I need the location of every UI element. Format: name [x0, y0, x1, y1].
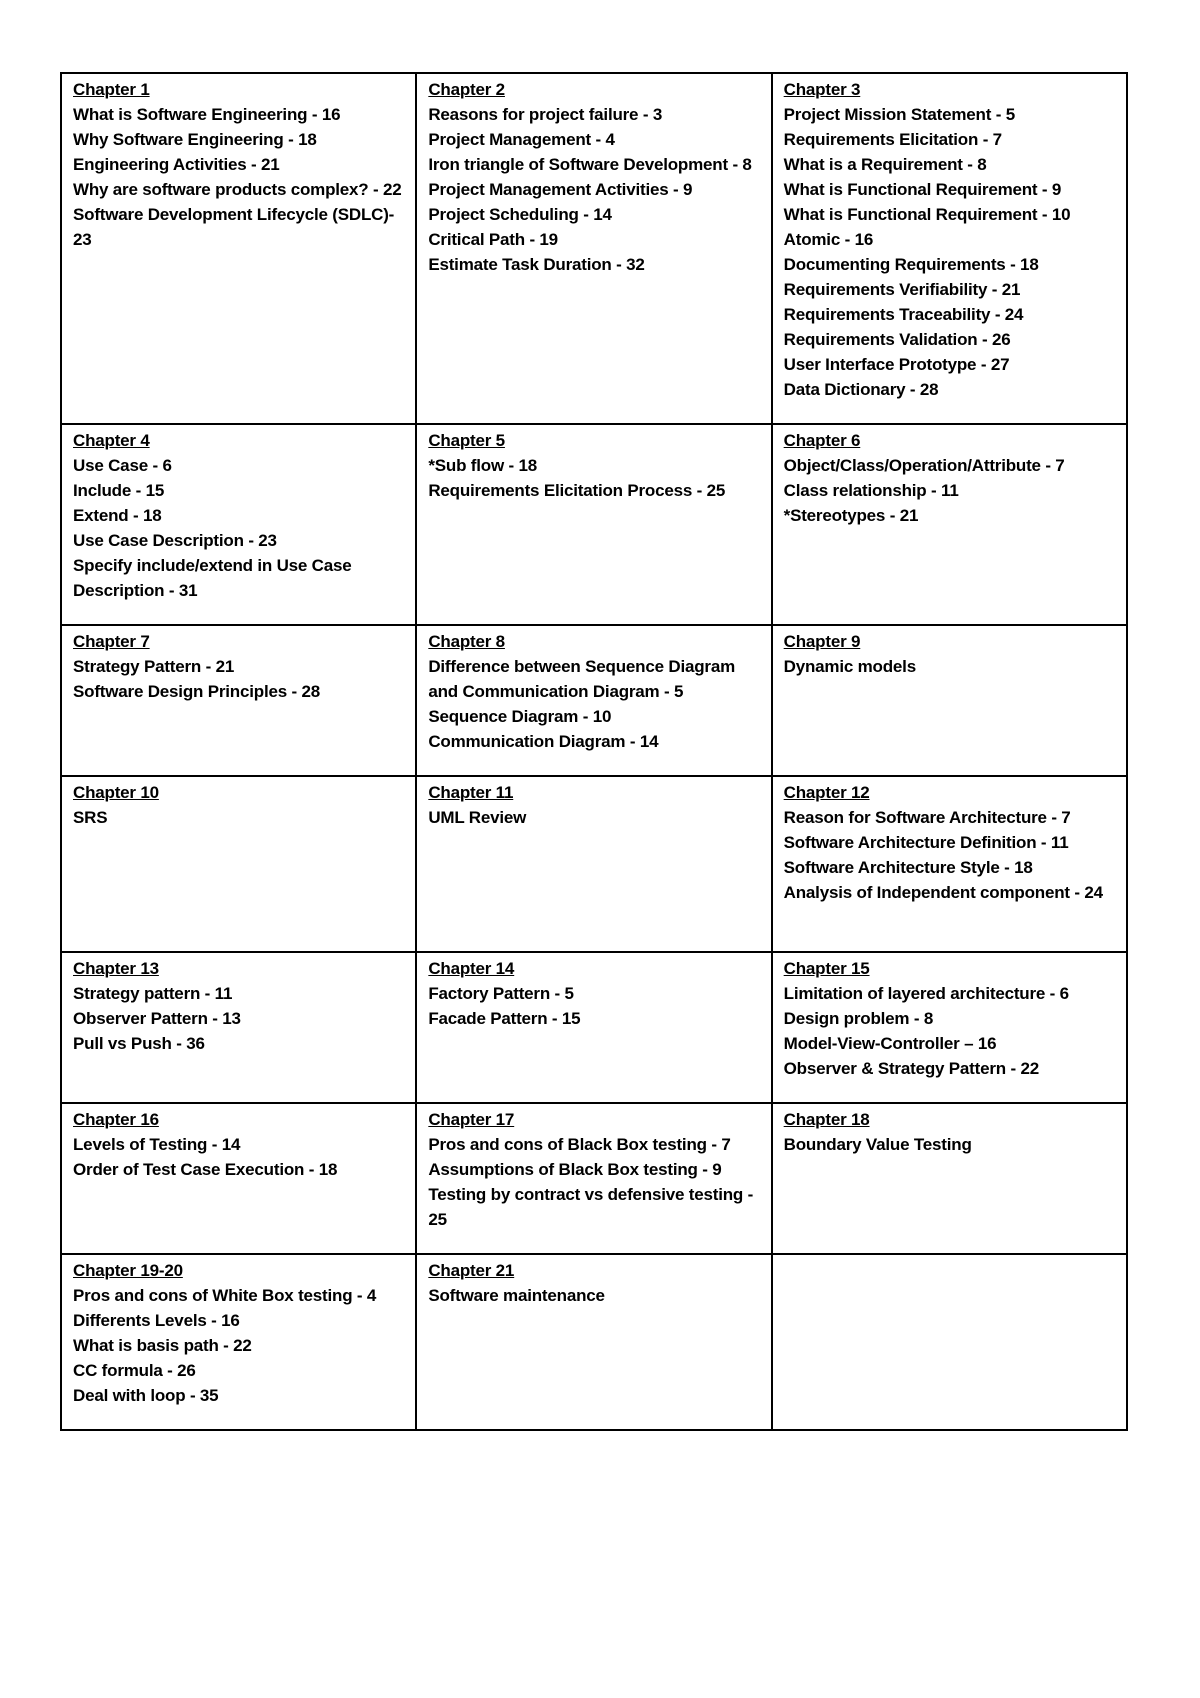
chapter-cell	[61, 424, 416, 625]
chapter-title: Chapter 16	[73, 1110, 159, 1129]
topic-entry: Sequence Diagram - 10	[428, 707, 612, 726]
chapter-cell	[61, 776, 416, 952]
topic-entry: Requirements Validation - 26	[783, 330, 1011, 349]
chapter-cell	[61, 952, 416, 1103]
chapter-cell	[416, 73, 771, 424]
topic-entry: *Sub flow - 18	[428, 456, 537, 475]
table-row	[61, 1254, 1127, 1430]
topic-entry: Engineering Activities - 21	[73, 155, 280, 174]
chapter-title: Chapter 12	[783, 783, 870, 802]
chapter-cell	[416, 776, 771, 952]
topic-entry: Estimate Task Duration - 32	[428, 255, 645, 274]
chapter-cell	[61, 73, 416, 424]
topic-entry: Iron triangle of Software Development - 8	[428, 155, 752, 174]
chapter-cell	[772, 73, 1127, 424]
topic-entry: Model-View-Controller – 16	[783, 1034, 997, 1053]
topic-entry: Reason for Software Architecture - 7	[783, 808, 1071, 827]
chapter-index-table	[60, 72, 1128, 1431]
topic-entry: Assumptions of Black Box testing - 9	[428, 1160, 722, 1179]
table-row	[61, 625, 1127, 776]
topic-entry: Project Mission Statement - 5	[783, 105, 1015, 124]
topic-entry: Software maintenance	[428, 1286, 605, 1305]
topic-entry: Object/Class/Operation/Attribute - 7	[783, 456, 1065, 475]
chapter-cell	[416, 952, 771, 1103]
chapter-cell	[416, 1254, 771, 1430]
topic-entry: Boundary Value Testing	[783, 1135, 972, 1154]
chapter-cell	[772, 424, 1127, 625]
topic-entry: *Stereotypes - 21	[783, 506, 919, 525]
topic-entry: Requirements Traceability - 24	[783, 305, 1024, 324]
chapter-title: Chapter 8	[428, 632, 505, 651]
topic-entry: Software Design Principles - 28	[73, 682, 320, 701]
topic-entry: Use Case - 6	[73, 456, 172, 475]
topic-entry: Communication Diagram - 14	[428, 732, 659, 751]
topic-entry: What is a Requirement - 8	[783, 155, 987, 174]
chapter-cell	[416, 625, 771, 776]
chapter-title: Chapter 11	[428, 783, 514, 802]
topic-entry: Order of Test Case Execution - 18	[73, 1160, 338, 1179]
topic-entry: Dynamic models	[783, 657, 916, 676]
table-row	[61, 776, 1127, 952]
topic-entry: Strategy pattern - 11	[73, 984, 233, 1003]
topic-entry: Data Dictionary - 28	[783, 380, 939, 399]
topic-entry: Levels of Testing - 14	[73, 1135, 241, 1154]
topic-entry: Pull vs Push - 36	[73, 1034, 205, 1053]
topic-entry: Why are software products complex? - 22	[73, 180, 402, 199]
topic-entry: User Interface Prototype - 27	[783, 355, 1010, 374]
topic-entry: Software Architecture Definition - 11	[783, 833, 1069, 852]
chapter-title: Chapter 1	[73, 80, 150, 99]
topic-entry: Extend - 18	[73, 506, 162, 525]
topic-entry: Critical Path - 19	[428, 230, 558, 249]
topic-entry: Observer Pattern - 13	[73, 1009, 241, 1028]
topic-entry: Analysis of Independent component - 24	[783, 883, 1103, 902]
table-row	[61, 424, 1127, 625]
topic-entry: Include - 15	[73, 481, 165, 500]
topic-entry: What is Functional Requirement - 10	[783, 205, 1071, 224]
topic-entry: Deal with loop - 35	[73, 1386, 219, 1405]
chapter-cell	[61, 625, 416, 776]
topic-entry: Project Management Activities - 9	[428, 180, 693, 199]
chapter-title: Chapter 5	[428, 431, 505, 450]
topic-entry: Pros and cons of Black Box testing - 7	[428, 1135, 731, 1154]
chapter-title: Chapter 15	[783, 959, 870, 978]
topic-entry: Software Development Lifecycle (SDLC)- 23	[73, 205, 395, 249]
chapter-title: Chapter 7	[73, 632, 150, 651]
chapter-title: Chapter 19-20	[73, 1261, 183, 1280]
topic-entry: Limitation of layered architecture - 6	[783, 984, 1069, 1003]
topic-entry: Class relationship - 11	[783, 481, 959, 500]
table-row	[61, 952, 1127, 1103]
topic-entry: Project Management - 4	[428, 130, 615, 149]
table-row	[61, 1103, 1127, 1254]
chapter-title: Chapter 18	[783, 1110, 870, 1129]
topic-entry: Observer & Strategy Pattern - 22	[783, 1059, 1039, 1078]
chapter-cell	[416, 424, 771, 625]
topic-entry: What is Software Engineering - 16	[73, 105, 341, 124]
chapter-title: Chapter 21	[428, 1261, 515, 1280]
topic-entry: UML Review	[428, 808, 527, 827]
chapter-index-body	[61, 73, 1127, 1430]
topic-entry: Use Case Description - 23	[73, 531, 277, 550]
chapter-title: Chapter 2	[428, 80, 505, 99]
chapter-cell	[772, 1254, 1127, 1430]
topic-entry: Requirements Elicitation - 7	[783, 130, 1002, 149]
chapter-cell	[772, 776, 1127, 952]
topic-entry: What is basis path - 22	[73, 1336, 252, 1355]
topic-entry: Pros and cons of White Box testing - 4	[73, 1286, 377, 1305]
topic-entry: SRS	[73, 808, 108, 827]
chapter-cell	[416, 1103, 771, 1254]
topic-entry: Factory Pattern - 5	[428, 984, 574, 1003]
topic-entry: Difference between Sequence Diagram and Communication Diagram - 5	[428, 657, 735, 701]
topic-entry: Documenting Requirements - 18	[783, 255, 1039, 274]
chapter-title: Chapter 17	[428, 1110, 515, 1129]
chapter-cell	[772, 1103, 1127, 1254]
topic-entry: Project Scheduling - 14	[428, 205, 612, 224]
topic-entry: Reasons for project failure - 3	[428, 105, 663, 124]
chapter-title: Chapter 13	[73, 959, 159, 978]
topic-entry: Requirements Elicitation Process - 25	[428, 481, 726, 500]
chapter-title: Chapter 6	[783, 431, 861, 450]
chapter-title: Chapter 9	[783, 632, 861, 651]
topic-entry: Atomic - 16	[783, 230, 874, 249]
chapter-title: Chapter 14	[428, 959, 515, 978]
chapter-cell	[61, 1254, 416, 1430]
chapter-cell	[61, 1103, 416, 1254]
chapter-title: Chapter 10	[73, 783, 159, 802]
chapter-cell	[772, 952, 1127, 1103]
topic-entry: CC formula - 26	[73, 1361, 196, 1380]
topic-entry: Requirements Verifiability - 21	[783, 280, 1021, 299]
topic-entry: Strategy Pattern - 21	[73, 657, 235, 676]
topic-entry: Why Software Engineering - 18	[73, 130, 317, 149]
table-row	[61, 73, 1127, 424]
topic-entry: Specify include/extend in Use Case Description - 31	[73, 556, 352, 600]
topic-entry: Facade Pattern - 15	[428, 1009, 581, 1028]
topic-entry: Design problem - 8	[783, 1009, 934, 1028]
chapter-title: Chapter 4	[73, 431, 150, 450]
topic-entry: Software Architecture Style - 18	[783, 858, 1033, 877]
topic-entry: What is Functional Requirement - 9	[783, 180, 1062, 199]
topic-entry: Differents Levels - 16	[73, 1311, 240, 1330]
chapter-cell	[772, 625, 1127, 776]
topic-entry: Testing by contract vs defensive testing - 25	[428, 1185, 754, 1229]
chapter-title: Chapter 3	[783, 80, 861, 99]
